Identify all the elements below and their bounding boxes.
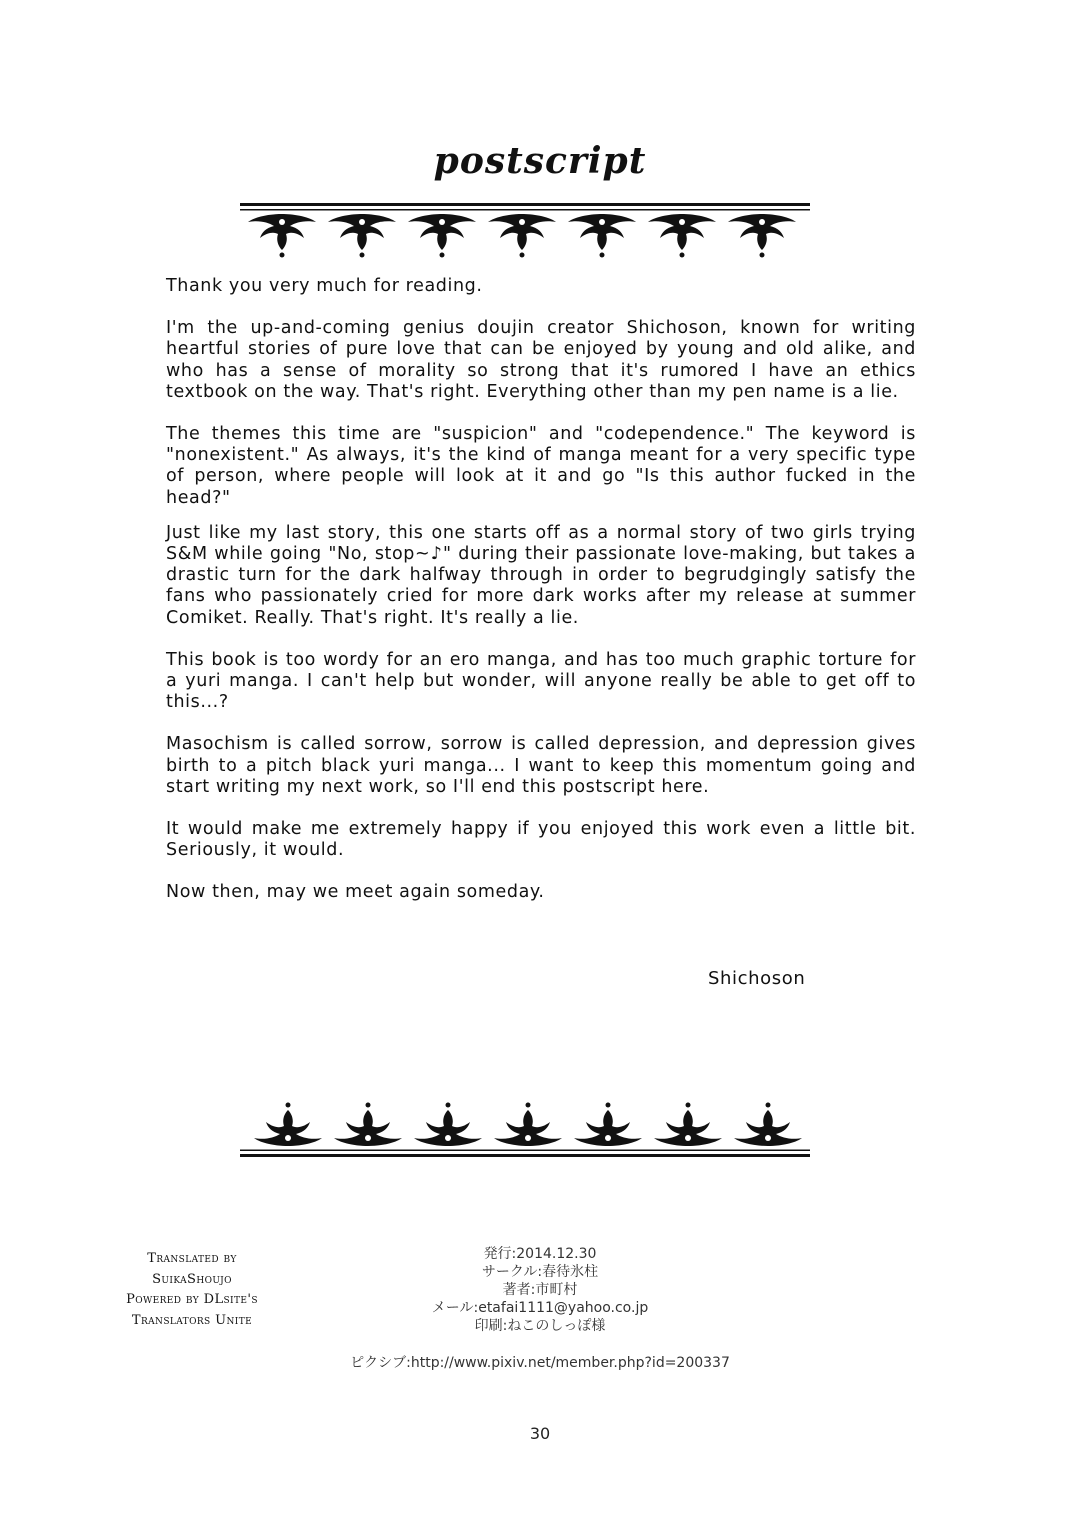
paragraph-story: Just like my last story, this one starts off as a normal story of two girls trying S&M while going "No, stop~♪" during their passionate love-making, but takes a drastic turn for the dark halfway through in order to begrudgingly satisfy the fans who passionately cried for more dark works after my release at summer Comiket. Really. That's right. It's really a lie. xyxy=(166,522,916,628)
translation-credits xyxy=(112,1249,272,1331)
top-ornament-border xyxy=(240,200,810,260)
paragraph-wordy: This book is too wordy for an ero manga, and has too much graphic torture for a yuri manga. I can't help but wonder, will anyone really be able to get off to this...? xyxy=(166,649,916,713)
thanks-line: Thank you very much for reading. xyxy=(166,276,483,296)
credit-line: Translators Unite xyxy=(131,1312,253,1328)
credit-line: Translated by xyxy=(147,1251,237,1266)
paragraph-themes: The themes this time are "suspicion" and "codependence." The keyword is "nonexistent." As always, it's the kind of manga meant for a very specific type of person, where people will look at it and go "Is this author fucked in the head?" xyxy=(166,424,916,508)
printer-name: 印刷:ねこのしっぽ様 xyxy=(474,1318,606,1334)
issue-date: 発行:2014.12.30 xyxy=(483,1246,597,1262)
circle-name: サークル:春待氷柱 xyxy=(481,1264,599,1280)
pixiv-link: ピクシブ:http://www.pixiv.net/member.php?id=200337 xyxy=(350,1355,730,1371)
paragraph-intro: I'm the up-and-coming genius doujin creator Shichoson, known for writing heartful stories of pure love that can be enjoyed by young and old alike, and who has a sense of morality so strong that it's rumored I have an ethics textbook on the way. That's right. Everything other than my pen name is a lie. xyxy=(166,318,916,402)
colophon xyxy=(410,1245,670,1335)
bottom-ornament-border xyxy=(240,1100,810,1160)
paragraph-farewell: Now then, may we meet again someday. xyxy=(166,882,545,903)
page-title: postscript xyxy=(433,140,647,182)
contact-email: メール:etafai1111@yahoo.co.jp xyxy=(431,1300,649,1316)
damask-flourish-icon xyxy=(248,214,796,258)
credit-line: SuikaShoujo xyxy=(152,1271,232,1287)
postscript-body xyxy=(166,276,916,925)
credit-line: Powered by DLsite's xyxy=(126,1292,258,1307)
author-name: 著者:市町村 xyxy=(502,1282,578,1298)
page-number: 30 xyxy=(529,1424,551,1443)
damask-flourish-icon xyxy=(254,1103,802,1147)
paragraph-happy: It would make me extremely happy if you enjoyed this work even a little bit. Seriously, it would. xyxy=(166,819,916,861)
signature: Shichoson xyxy=(708,968,806,989)
paragraph-masochism: Masochism is called sorrow, sorrow is called depression, and depression gives birth to a pitch black yuri manga... I want to keep this momentum going and start writing my next work, so I'll end this postscript here. xyxy=(166,734,916,797)
